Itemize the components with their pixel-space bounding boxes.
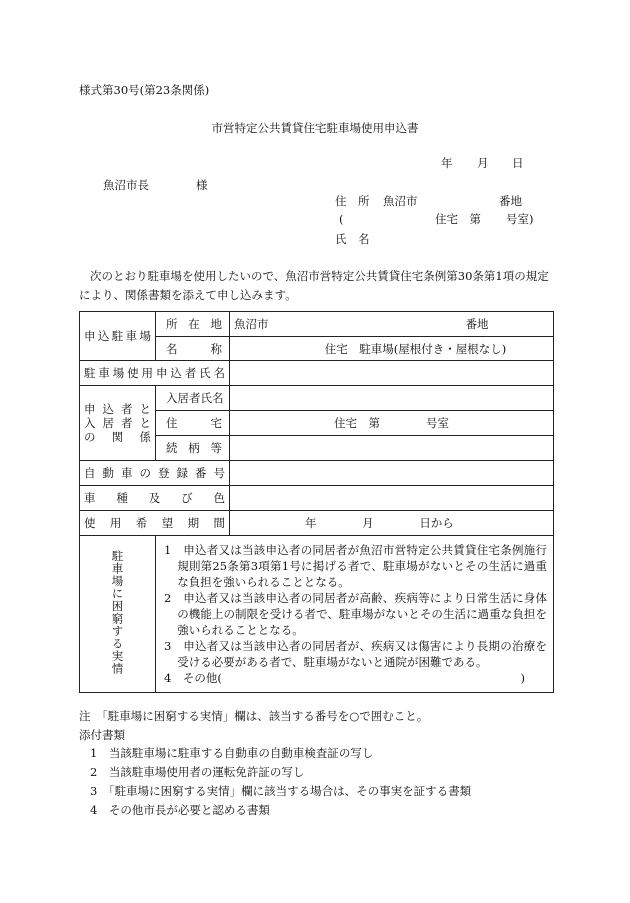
hardship-other-close: ) [520,671,525,685]
location-field[interactable] [230,312,554,337]
hardship-label-cell [80,536,156,693]
applicant-address-label: 住 所 [335,194,370,208]
period-year: 年 [305,516,317,530]
row-hardship [80,536,554,693]
relation-label-line-3: の関係 [84,430,151,444]
period-month: 月 [362,516,374,530]
applicant-name-label: 氏 名 [335,232,370,246]
parking-name-field[interactable] [230,337,554,361]
model-color-label: 車種及び色 [84,491,225,505]
addressee-honorific: 様 [196,178,208,192]
applicant-address-suffix: 番地 [499,194,522,208]
hardship-other: 4 その他( [164,671,222,685]
location-label-cell [156,312,230,337]
row-resident-name [80,386,554,411]
intro-line-2: により、関係書類を添えて申し込みます。 [79,288,297,302]
relation-label-cell [80,386,156,461]
date-month: 月 [477,156,489,170]
location-suffix: 番地 [465,317,489,331]
intro-line-1: 次のとおり駐車場を使用したいので、魚沼市営特定公共賃貸住宅条例第30条第1項の規定 [90,269,549,283]
resident-name-field[interactable] [230,386,554,411]
addressee-name: 魚沼市長 [103,178,149,192]
applicant-room-suffix: 号室) [506,212,534,226]
applicant-housing-label: 住宅 第 [435,212,481,226]
registration-field[interactable] [230,461,554,486]
note: 注 「駐車場に困窮する実情」欄は、該当する番号を○で囲むこと。 [79,709,429,723]
applicant-name-label-cell [80,361,230,386]
period-label-cell [80,511,230,536]
housing-label: 住宅 [166,416,222,430]
hardship-label: 駐車場に困窮する実情 [110,550,125,675]
attachment-item-2: 2 当該駐車場使用者の運転免許証の写し [90,765,305,779]
form-title: 市営特定公共賃貸住宅駐車場使用申込書 [211,121,419,135]
application-table [79,311,554,693]
period-from: 日から [419,516,454,530]
hardship-item-3: 3 申込者又は当該申込者の同居者が、疾病又は傷害により長期の治療を受ける必要がある者で、駐車場がないと通院が困難である。 [164,639,547,669]
housing-field[interactable] [230,411,554,436]
resident-name-label-cell [156,386,230,411]
model-color-field[interactable] [230,486,554,511]
hardship-field[interactable] [156,536,554,693]
attachments-title: 添付書類 [79,728,125,742]
row-model-color [80,486,554,511]
relationship-label-cell [156,436,230,461]
period-label: 使用希望期間 [84,516,225,530]
applicant-name-field[interactable] [230,361,554,386]
name-label-cell [156,337,230,361]
row-applicant-name [80,361,554,386]
applicant-name-label: 駐車場使用申込者氏名 [84,366,225,380]
attachment-item-4: 4 その他市長が必要と認める書類 [90,803,270,817]
name-label: 名称 [166,341,222,356]
date-day: 日 [512,156,524,170]
parking-label: 申込駐車場 [84,329,151,343]
model-color-label-cell [80,486,230,511]
applicant-paren-open: ( [339,212,344,226]
registration-label: 自動車の登録番号 [84,466,225,480]
location-label: 所在地 [166,317,222,331]
registration-label-cell [80,461,230,486]
relation-label-line-1: 申込者と [84,402,151,416]
resident-name-label: 入居者氏名 [166,391,224,405]
attachment-item-3: 3 「駐車場に困窮する実情」欄に該当する場合は、その事実を証する書類 [90,784,472,798]
relationship-label: 続柄等 [166,441,222,455]
relationship-field[interactable] [230,436,554,461]
applicant-address-city: 魚沼市 [383,194,418,208]
period-field[interactable] [230,511,554,536]
relation-label-line-2: 入居者と [84,416,151,430]
parking-name-value: 住宅 駐車場(屋根付き・屋根なし) [324,341,507,356]
parking-label-cell [80,312,156,361]
row-period [80,511,554,536]
row-registration [80,461,554,486]
row-parking-location [80,312,554,337]
hardship-item-1: 1 申込者又は当該申込者の同居者が魚沼市営特定公共賃貸住宅条例施行規則第25条第3項第1号に掲げる者で、駐車場がないとその生活に過重な負担を強いられることとなる。 [164,543,547,589]
attachment-item-1: 1 当該駐車場に駐車する自動車の自動車検査証の写し [90,746,374,760]
location-city: 魚沼市 [234,317,269,331]
housing-label-cell [156,411,230,436]
housing-value: 住宅 第 号室 [334,416,449,430]
hardship-item-2: 2 申込者又は当該申込者の同居者が高齢、疾病等により日常生活に身体の機能上の制限を受ける者で、駐車場がないとその生活に過重な負担を強いられることとなる。 [164,591,547,637]
form-number: 様式第30号(第23条関係) [79,83,210,97]
date-year: 年 [441,156,453,170]
hardship-item-4 [164,670,547,686]
